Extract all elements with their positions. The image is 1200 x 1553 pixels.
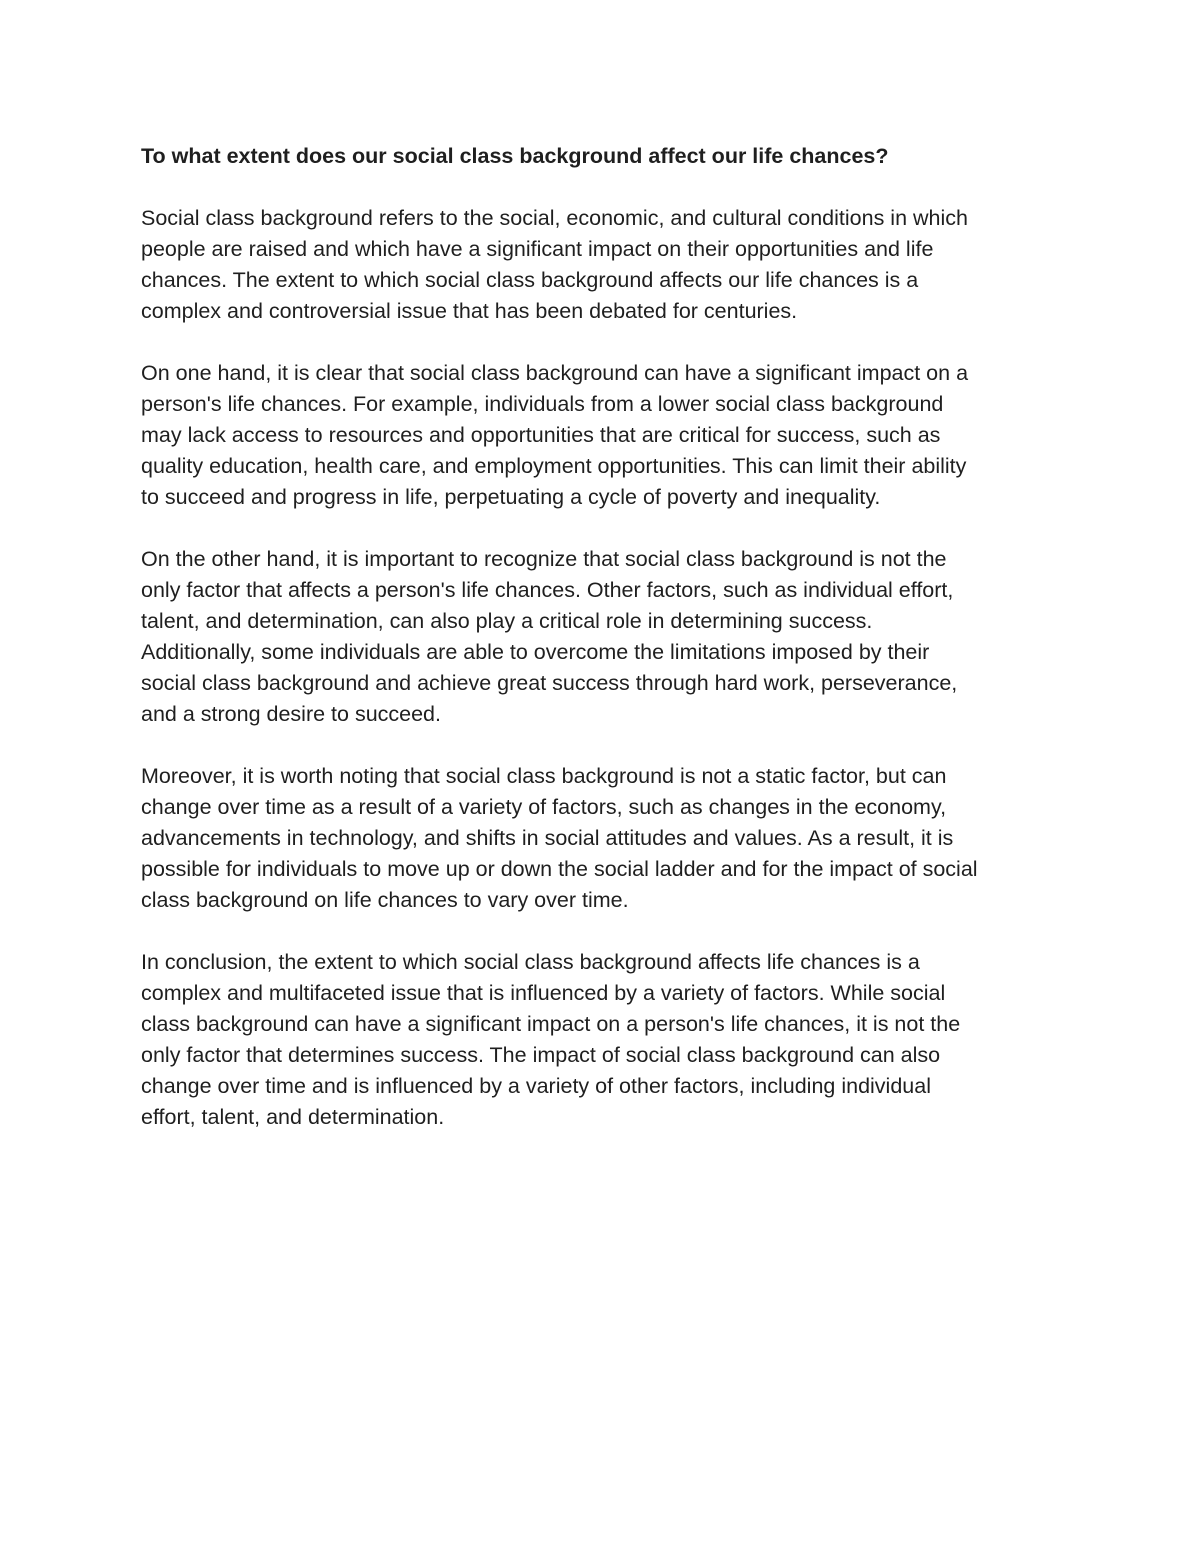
- document-title: To what extent does our social class background affect our life chances?: [141, 144, 889, 168]
- paragraph-4: [141, 761, 1061, 916]
- paragraph-line: chances. The extent to which social class background affects our life chances is a: [141, 268, 919, 292]
- paragraph-line: class background can have a significant impact on a person's life chances, it is not the: [141, 1012, 961, 1036]
- paragraph-line: only factor that determines success. The impact of social class background can also: [141, 1043, 941, 1067]
- paragraph-line: and a strong desire to succeed.: [141, 702, 441, 726]
- paragraph-line: quality education, health care, and employment opportunities. This can limit their ability: [141, 454, 967, 478]
- paragraph-1: [141, 203, 1061, 327]
- paragraph-5: [141, 947, 1061, 1133]
- document-body: [141, 141, 1061, 1164]
- paragraph-line: On the other hand, it is important to recognize that social class background is not the: [141, 547, 947, 571]
- paragraph-line: On one hand, it is clear that social class background can have a significant impact on a: [141, 361, 969, 385]
- paragraph-3: [141, 544, 1061, 730]
- paragraph-line: only factor that affects a person's life chances. Other factors, such as individual effort,: [141, 578, 954, 602]
- paragraph-line: change over time as a result of a variety of factors, such as changes in the economy,: [141, 795, 947, 819]
- paragraph-line: possible for individuals to move up or down the social ladder and for the impact of social: [141, 857, 978, 881]
- paragraph-line: complex and multifaceted issue that is influenced by a variety of factors. While social: [141, 981, 946, 1005]
- paragraph-line: In conclusion, the extent to which social class background affects life chances is a: [141, 950, 920, 974]
- paragraph-line: advancements in technology, and shifts in social attitudes and values. As a result, it is: [141, 826, 954, 850]
- paragraph-line: people are raised and which have a significant impact on their opportunities and life: [141, 237, 934, 261]
- paragraph-line: change over time and is influenced by a variety of other factors, including individual: [141, 1074, 931, 1098]
- paragraph-line: Moreover, it is worth noting that social class background is not a static factor, but can: [141, 764, 947, 788]
- paragraph-line: class background on life chances to vary over time.: [141, 888, 629, 912]
- paragraph-line: effort, talent, and determination.: [141, 1105, 445, 1129]
- paragraph-line: talent, and determination, can also play a critical role in determining success.: [141, 609, 873, 633]
- paragraph-line: complex and controversial issue that has been debated for centuries.: [141, 299, 798, 323]
- paragraph-line: Additionally, some individuals are able to overcome the limitations imposed by their: [141, 640, 930, 664]
- paragraph-line: person's life chances. For example, individuals from a lower social class background: [141, 392, 944, 416]
- paragraph-line: social class background and achieve great success through hard work, perseverance,: [141, 671, 958, 695]
- paragraph-2: [141, 358, 1061, 513]
- paragraph-line: may lack access to resources and opportunities that are critical for success, such as: [141, 423, 941, 447]
- paragraph-line: Social class background refers to the social, economic, and cultural conditions in which: [141, 206, 968, 230]
- paragraph-line: to succeed and progress in life, perpetuating a cycle of poverty and inequality.: [141, 485, 881, 509]
